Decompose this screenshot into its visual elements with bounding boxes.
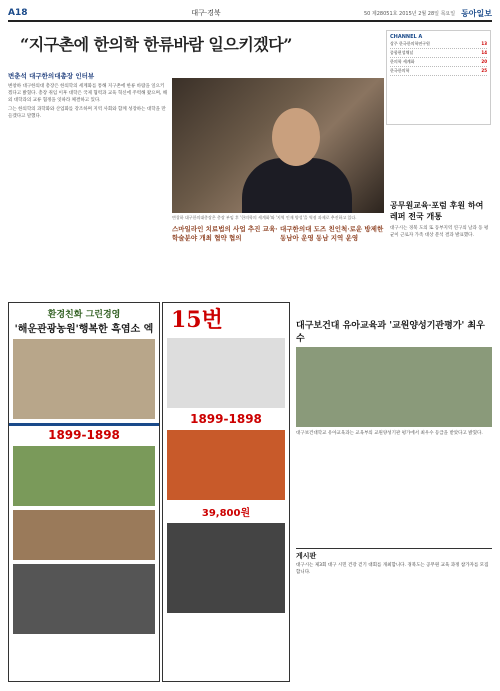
stats-box	[386, 30, 491, 125]
ad-big-number: 15번	[171, 307, 223, 333]
stats-value: 13	[481, 41, 487, 46]
stats-label: 한의학 세계화	[390, 59, 415, 64]
ad-phone: 1899-1898	[48, 428, 120, 442]
story2-body: 대구보건대학교 유아교육과는 교육부의 교원양성기관 평가에서 최우수 등급을 받았다고 밝혔다.	[296, 431, 483, 436]
ad-title2: '해운관광농원'행복한 흑염소 엑	[14, 324, 154, 335]
story-body: 그는 한의학의 과학화와 산업화를 강조하며 지역 사회와 함께 성장하는 대학을 만들겠다고 말했다.	[8, 107, 166, 119]
stats-row	[390, 40, 487, 49]
story-kicker: 변춘석 대구한의대총장 인터뷰	[8, 72, 95, 80]
stats-value: 14	[481, 50, 487, 55]
ad-image	[167, 523, 285, 613]
stats-brand: CHANNEL A	[390, 34, 423, 40]
advertisement-sale	[162, 302, 290, 682]
ad-price: 39,800원	[201, 508, 251, 519]
page-headline: “지구촌에 한의학 한류바람 일으키겠다”	[20, 35, 292, 54]
notice-body: 대구시는 제3회 대구 시민 건강 걷기 대회를 개최합니다. 경북도는 공무원 교육 과정 참가자를 모집합니다.	[296, 563, 489, 575]
page-number: A18	[8, 8, 28, 18]
ad-image	[167, 338, 285, 408]
newspaper-logo: 동아일보	[461, 7, 492, 18]
section-name: 대구·경북	[191, 9, 221, 17]
photo-face	[272, 108, 320, 166]
story-body: 변창하 대구한의대 총장은 한의학의 세계화를 통해 지구촌에 한류 바람을 일으키겠다고 밝혔다. 총장 취임 이후 대학은 국제 협력과 교육 혁신에 주력해 왔으며, 해외 대학과의 교류 협정을 잇따라 체결하고 있다.	[8, 84, 168, 103]
issue-date: 50 제28051호 2015년 2월 28일 목요일	[363, 10, 456, 17]
ad-divider	[9, 423, 159, 426]
photo-caption: 변창하 대구한의대총장은 총장 부임 후 '한의학의 세계화'와 '지역 인재 양성'을 역점 과제로 추진하고 있다.	[172, 215, 357, 220]
right-column	[390, 200, 492, 239]
right-column-title: 공무원교육·포럼 후원 하여 레퍼 전국 개통	[390, 200, 484, 221]
main-photo	[172, 78, 384, 213]
ad-image	[13, 446, 155, 506]
story-subhead: 스마일라인 치료법의 사업 추진 교육·학술분야 개최 협약 협의	[172, 225, 278, 242]
notice-board	[296, 548, 492, 576]
ad-phone: 1899-1898	[190, 412, 262, 426]
ad-image	[13, 564, 155, 634]
stats-row	[390, 49, 487, 58]
subhead-column	[280, 225, 384, 245]
ad-image	[13, 510, 155, 560]
subhead-column	[172, 225, 278, 245]
stats-value: 25	[481, 68, 487, 73]
story-subhead: 대구한의대 도즈 친인척·로운 방제한 동남아 운영 동남 지역 운영	[280, 225, 384, 242]
story2-title: 대구보건대 유아교육과 '교원양성기관평가' 최우수	[296, 321, 485, 344]
stats-row	[390, 58, 487, 67]
photo-figure	[242, 158, 352, 213]
right-column-body: 대구시는 경북 도의 또 동부지역 연구의 날과 동 평균이 근로자 가족 대상 분석 결과 발표했다.	[390, 226, 489, 238]
second-story	[296, 318, 492, 437]
ad-image	[167, 430, 285, 500]
story2-photo	[296, 347, 492, 427]
stats-label: 종합편성채널	[390, 50, 414, 55]
advertisement-goat	[8, 302, 160, 682]
main-story-column	[8, 72, 168, 122]
ad-image	[13, 339, 155, 419]
stats-value: 20	[481, 59, 487, 64]
stats-row	[390, 67, 487, 76]
page-header	[8, 6, 492, 22]
ad-title1: 환경친화 그린경영	[47, 310, 121, 320]
stats-label: 상주 한국한의학연구원	[390, 41, 430, 46]
notice-title: 게시판	[296, 551, 317, 560]
stats-label: 한국한의학	[390, 68, 410, 73]
